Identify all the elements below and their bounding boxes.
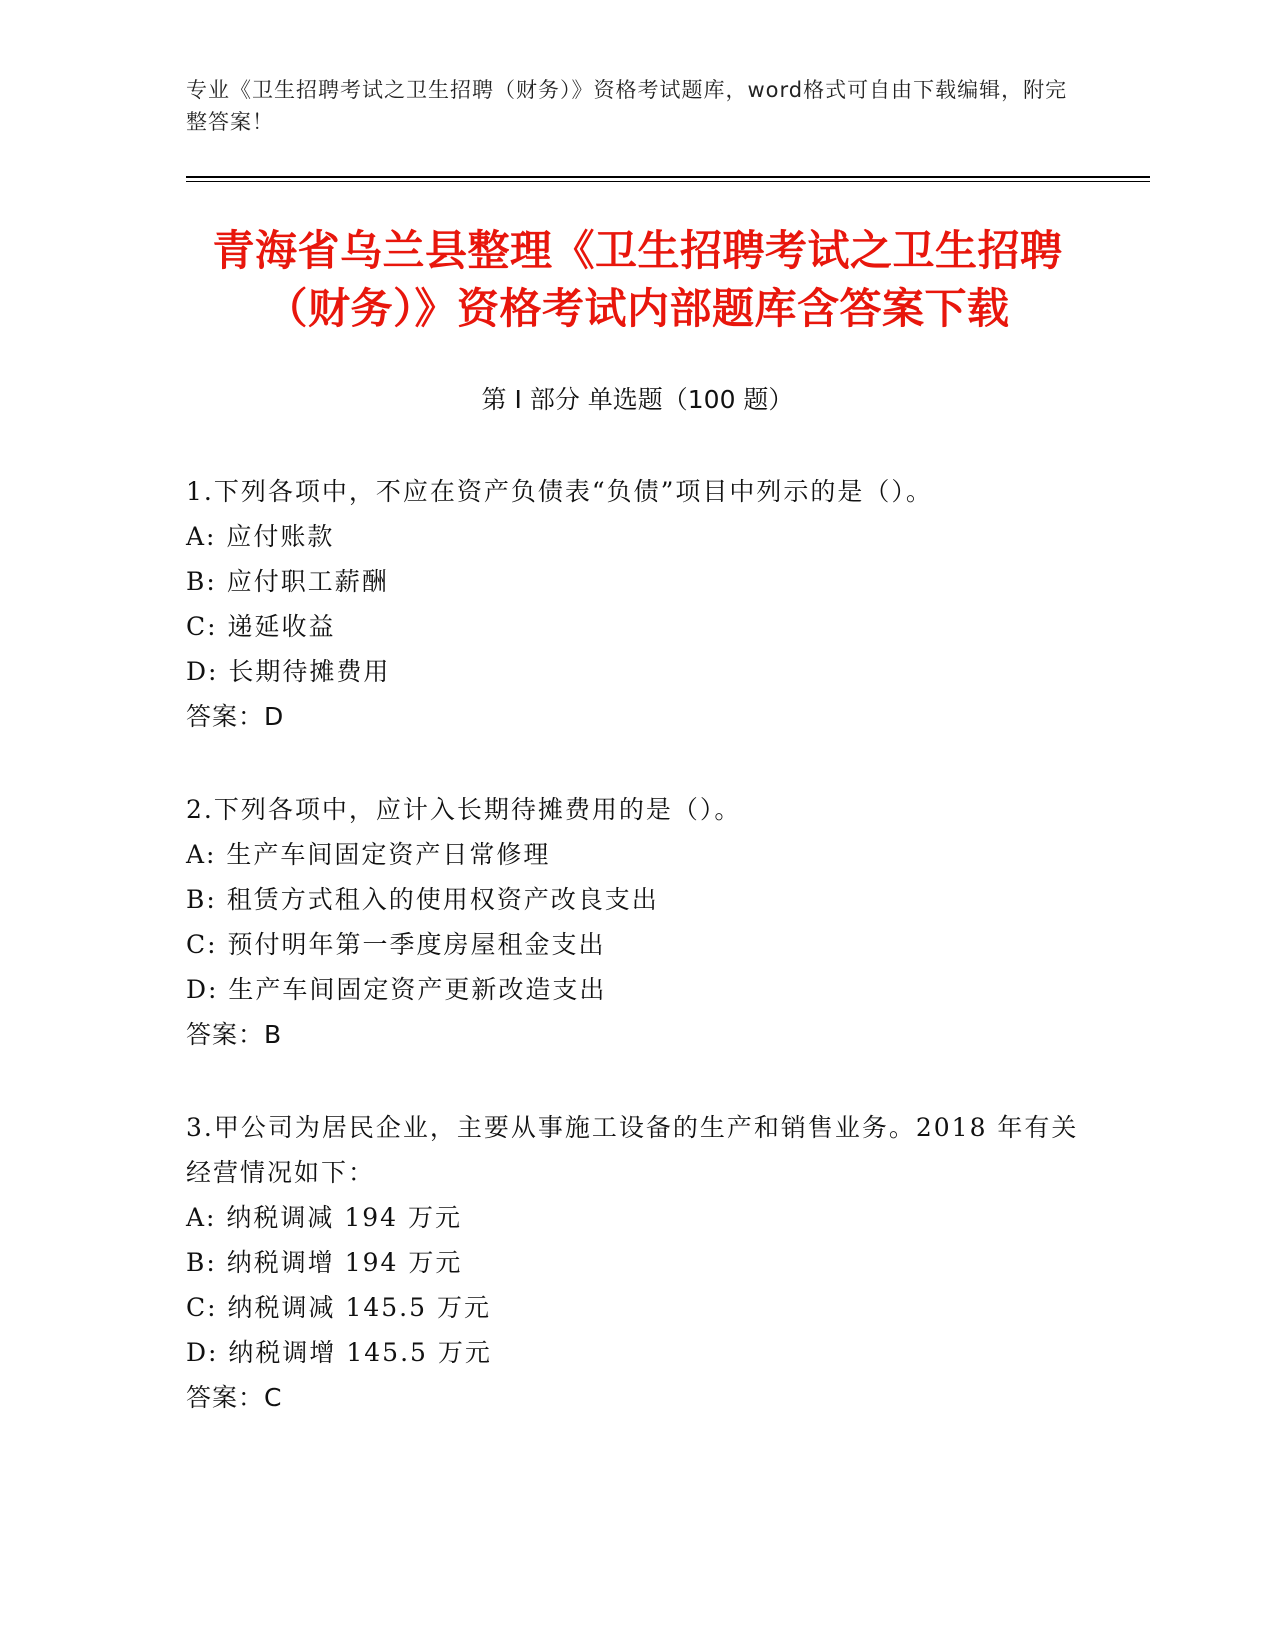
question-stem: 2.下列各项中，应计入长期待摊费用的是（）。 (186, 795, 742, 824)
option-c: C: 预付明年第一季度房屋租金支出 (186, 930, 606, 959)
question-1 (186, 469, 1086, 739)
option-b: B: 纳税调增 194 万元 (186, 1248, 463, 1277)
document-title: 青海省乌兰县整理《卫生招聘考试之卫生招聘（财务）》资格考试内部题库含答案下载 (212, 226, 1063, 333)
question-2 (186, 787, 1086, 1057)
option-d: D: 长期待摊费用 (186, 657, 391, 686)
header-note-word: word (747, 78, 804, 102)
option-c: C: 纳税调减 145.5 万元 (186, 1293, 491, 1322)
header-divider-thin (186, 181, 1150, 182)
question-stem: 1.下列各项中，不应在资产负债表“负债”项目中列示的是（）。 (186, 477, 933, 506)
answer-line: 答案：D (186, 702, 285, 731)
option-d: D: 纳税调增 145.5 万元 (186, 1338, 492, 1367)
option-b: B: 应付职工薪酬 (186, 567, 389, 596)
answer-line: 答案：C (186, 1383, 283, 1412)
section-heading: 第 I 部分 单选题（100 题） (481, 385, 794, 414)
option-a: A: 应付账款 (186, 522, 335, 551)
header-note-text-2: 格式可自由下载编辑，附完整答案！ (186, 78, 1068, 134)
option-a: A: 生产车间固定资产日常修理 (186, 840, 551, 869)
question-3 (186, 1105, 1086, 1420)
answer-line: 答案：B (186, 1020, 283, 1049)
header-divider-thick (186, 176, 1150, 178)
option-a: A: 纳税调减 194 万元 (186, 1203, 463, 1232)
header-note-text: 专业《卫生招聘考试之卫生招聘（财务）》资格考试题库， (186, 78, 748, 102)
option-c: C: 递延收益 (186, 612, 336, 641)
option-b: B: 租赁方式租入的使用权资产改良支出 (186, 885, 659, 914)
option-d: D: 生产车间固定资产更新改造支出 (186, 975, 607, 1004)
question-stem: 3.甲公司为居民企业，主要从事施工设备的生产和销售业务。2018 年有关经营情况如下： (186, 1113, 1079, 1187)
header-note (186, 74, 1086, 138)
